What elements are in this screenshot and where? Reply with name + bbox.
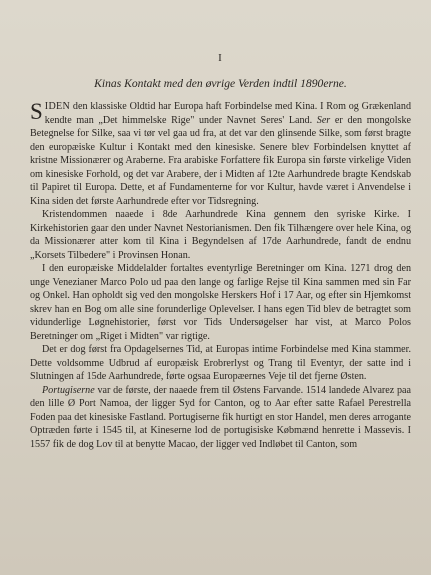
body-text (30, 100, 411, 451)
paragraph-5-text: var de første, der naaede frem til Østens Farvande. 1514 landede Alvarez paa den lille Ø Port Namoa, der ligger Syd for Canton, og to Aar efter satte Rafael Perestrella Foden paa det kinesiske Fastland. Portugiserne fik hurtigt en stor Handel, men deres arrogante Optræden førte i 1545 til, at Kineserne lod de portugisiske Købmænd henrette i Massevis. I 1557 fik de dog Lov til at benytte Macao, der ligger ved Indløbet til Canton, som (30, 384, 411, 450)
paragraph-1 (30, 100, 411, 208)
paragraph-5 (30, 384, 411, 452)
opening-smallcaps: IDEN (44, 101, 71, 112)
paragraph-1-italic: Ser (316, 114, 331, 126)
paragraph-1-text: den klassiske Oldtid har Europa haft Forbindelse med Kina. I Rom og Grækenland kendte man „Det himmelske Rige" under Navnet Seres' Land. (44, 101, 411, 126)
paragraph-2: Kristendommen naaede i 8de Aarhundrede Kina gennem den syriske Kirke. I Kirkehistorien gaar den under Navnet Nestorianismen. Den fik Tilhængere over hele Kina, og da Missionærer atter kom til Kina i Begyndelsen af 17de Aarhundrede, fandt de endnu „Korsets Tilbedere" i Provinsen Honan. (30, 209, 411, 261)
drop-cap: S (30, 99, 43, 124)
chapter-number: I (218, 52, 223, 64)
chapter-title: Kinas Kontakt med den øvrige Verden indtil 1890erne. (94, 77, 347, 90)
paragraph-3: I den europæiske Middelalder fortaltes eventyrlige Beretninger om Kina. 1271 drog den unge Venezianer Marco Polo ud paa den lange og farlige Rejse til Kina sammen med sin Far og Onkel. Han opholdt sig ved den mongolske Herskers Hof i 17 Aar, og efter sin Hjemkomst skrev han en Bog om alle sine forunderlige Oplevelser. I hans egen Tid blev de betragtet som vidunderlige Løgnehistorier, først vor Tids Undersøgelser har vist, at Marco Polos Beretninger om „Riget i Midten" var rigtige. (30, 263, 411, 342)
paragraph-4: Det er dog først fra Opdagelsernes Tid, at Europas intime Forbindelse med Kina stammer. Dette voldsomme Udbrud af europæisk Erobrerlyst og Trang til Eventyr, der satte ind i Slutningen af 15de Aarhundrede, førte ogsaa Europæernes Veje til det fjerne Østen. (30, 344, 411, 382)
paragraph-5-italic: Portugiserne (42, 384, 95, 396)
paragraph-1-rest: er den mongolske Betegnelse for Silke, saa vi tør vel gaa ud fra, at det var den glinsende Silke, som først bragte den europæiske Kultur i Kontakt med den kinesiske. Senere blev Forbindelsen knyttet af kristne Missionærer og Araberne. Fra arabiske Forfattere fik Europa sin første virkelige Viden om kinesiske Forhold, og det var Arabere, der i Midten af 12te Aarhundrede bragte Kendskab til Papiret til Europa. Dette, et af Fundamenterne for vor Kultur, havde været i Anvendelse i Kina siden det første Aarhundrede efter vor Tidsregning. (30, 114, 411, 207)
